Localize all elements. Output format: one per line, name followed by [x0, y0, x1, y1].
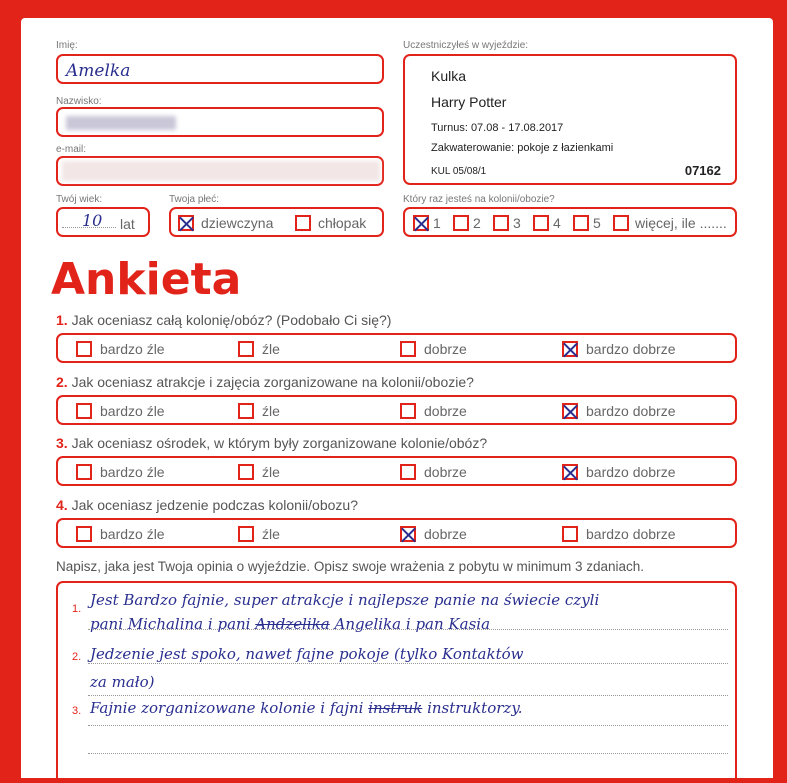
question-4-option-2-label: źle [262, 526, 280, 542]
name-value: Amelka [66, 61, 131, 81]
visit-5-label: 5 [593, 215, 601, 231]
trip-accommodation: Zakwaterowanie: pokoje z łazienkami [431, 142, 614, 154]
question-4-option-3-checkbox[interactable] [400, 526, 416, 542]
opinion-line-1 [90, 591, 599, 609]
question-4-option-2-checkbox[interactable] [238, 526, 254, 542]
opinion-number-2: 2. [72, 651, 82, 663]
email-field[interactable] [56, 156, 384, 186]
age-value: 10 [82, 211, 103, 230]
opinion-number-3: 3. [72, 705, 82, 717]
gender-label: Twoja płeć: [169, 194, 220, 205]
question-4-text [56, 497, 358, 513]
question-3-option-4-label: bardzo dobrze [586, 464, 676, 480]
opinion-line-5-text-a: Fajnie zorganizowane kolonie i fajni [90, 699, 369, 717]
redacted-email [62, 161, 380, 181]
survey-sheet [21, 18, 773, 778]
visit-4-checkbox[interactable] [533, 215, 549, 231]
question-2-options [56, 395, 737, 425]
opinion-line-4: za mało) [90, 673, 155, 691]
age-field[interactable] [56, 207, 150, 237]
question-2-option-3-checkbox[interactable] [400, 403, 416, 419]
trip-info-box [403, 54, 737, 185]
name-field[interactable] [56, 54, 384, 84]
gender-girl-label: dziewczyna [201, 215, 274, 231]
surname-field[interactable] [56, 107, 384, 137]
visit-5-checkbox[interactable] [573, 215, 589, 231]
opinion-line-2 [90, 615, 490, 633]
gender-group [169, 207, 384, 237]
question-3-text [56, 435, 487, 451]
trip-label: Uczestniczyłeś w wyjeździe: [403, 40, 529, 51]
question-1-option-1-label: bardzo źle [100, 341, 165, 357]
question-3-option-3-label: dobrze [424, 464, 467, 480]
question-1-text [56, 312, 391, 328]
visit-3-label: 3 [513, 215, 521, 231]
question-1-option-3-label: dobrze [424, 341, 467, 357]
visit-2-checkbox[interactable] [453, 215, 469, 231]
question-2-option-4-label: bardzo dobrze [586, 403, 676, 419]
visit-count-group [403, 207, 737, 237]
question-2-option-1-checkbox[interactable] [76, 403, 92, 419]
opinion-line-5-text-b: instruktorzy. [422, 699, 523, 717]
question-3-option-2-checkbox[interactable] [238, 464, 254, 480]
trip-name-2: Harry Potter [431, 94, 507, 110]
visit-more-label: więcej, ile ....... [635, 215, 727, 231]
question-2-number: 2. [56, 374, 68, 390]
question-1-options [56, 333, 737, 363]
visit-count-label: Który raz jesteś na kolonii/obozie? [403, 194, 555, 205]
name-label: Imię: [56, 40, 78, 51]
question-3-options [56, 456, 737, 486]
opinion-line-2-struck: Andzelika [255, 615, 330, 633]
visit-4-label: 4 [553, 215, 561, 231]
age-unit: lat [120, 216, 135, 232]
opinion-line-2-text-a: pani Michalina i pani [90, 615, 256, 633]
question-3-option-3-checkbox[interactable] [400, 464, 416, 480]
question-3-option-1-checkbox[interactable] [76, 464, 92, 480]
opinion-line-1-text: Jest Bardzo fajnie, super atrakcje i najlepsze panie na świecie czyli [90, 591, 600, 609]
question-1-number: 1. [56, 312, 68, 328]
question-2-option-4-checkbox[interactable] [562, 403, 578, 419]
opinion-line-3: Jedzenie jest spoko, nawet fajne pokoje (tylko Kontaktów [90, 645, 524, 663]
question-4-option-4-label: bardzo dobrze [586, 526, 676, 542]
question-2-option-2-checkbox[interactable] [238, 403, 254, 419]
opinion-prompt: Napisz, jaka jest Twoja opinia o wyjeździe. Opisz swoje wrażenia z pobytu w minimum 3 zdaniach. [56, 559, 645, 574]
question-2-option-1-label: bardzo źle [100, 403, 165, 419]
trip-number: 07162 [684, 163, 721, 178]
opinion-line-2-text-b: Angelika i pan Kasia [329, 615, 491, 633]
question-4-option-4-checkbox[interactable] [562, 526, 578, 542]
visit-1-checkbox[interactable] [413, 215, 429, 231]
question-1-option-4-label: bardzo dobrze [586, 341, 676, 357]
gender-girl-checkbox[interactable] [178, 215, 194, 231]
question-2-option-3-label: dobrze [424, 403, 467, 419]
question-3-label: Jak oceniasz ośrodek, w którym były zorganizowane kolonie/obóz? [71, 435, 488, 451]
age-label: Twój wiek: [56, 194, 103, 205]
question-2-label: Jak oceniasz atrakcje i zajęcia zorganizowane na kolonii/obozie? [71, 374, 474, 390]
surname-label: Nazwisko: [56, 96, 102, 107]
visit-more-checkbox[interactable] [613, 215, 629, 231]
gender-boy-label: chłopak [318, 215, 367, 231]
visit-2-label: 2 [473, 215, 481, 231]
trip-turnus: Turnus: 07.08 - 17.08.2017 [431, 122, 564, 134]
question-3-option-2-label: źle [262, 464, 280, 480]
question-1-option-2-checkbox[interactable] [238, 341, 254, 357]
question-2-option-2-label: źle [262, 403, 280, 419]
question-3-option-1-label: bardzo źle [100, 464, 165, 480]
redacted-surname [66, 116, 176, 130]
question-4-label: Jak oceniasz jedzenie podczas kolonii/obozu? [71, 497, 358, 513]
gender-boy-checkbox[interactable] [295, 215, 311, 231]
page-title: Ankieta [51, 254, 242, 305]
question-4-option-1-checkbox[interactable] [76, 526, 92, 542]
opinion-number-1: 1. [72, 603, 82, 615]
question-1-option-2-label: źle [262, 341, 280, 357]
visit-1-label: 1 [433, 215, 441, 231]
visit-3-checkbox[interactable] [493, 215, 509, 231]
opinion-line-5 [90, 699, 523, 717]
question-1-option-1-checkbox[interactable] [76, 341, 92, 357]
question-4-option-1-label: bardzo źle [100, 526, 165, 542]
opinion-line-5-struck: instruk [368, 699, 423, 717]
question-2-text [56, 374, 474, 390]
question-1-option-4-checkbox[interactable] [562, 341, 578, 357]
question-3-option-4-checkbox[interactable] [562, 464, 578, 480]
question-4-options [56, 518, 737, 548]
opinion-box[interactable] [56, 581, 737, 778]
email-label: e-mail: [56, 144, 87, 155]
question-4-option-3-label: dobrze [424, 526, 467, 542]
question-1-option-3-checkbox[interactable] [400, 341, 416, 357]
trip-name-1: Kulka [431, 68, 467, 84]
question-4-number: 4. [56, 497, 68, 513]
trip-code: KUL 05/08/1 [431, 166, 487, 177]
question-3-number: 3. [56, 435, 68, 451]
question-1-label: Jak oceniasz całą kolonię/obóz? (Podobało Ci się?) [71, 312, 392, 328]
